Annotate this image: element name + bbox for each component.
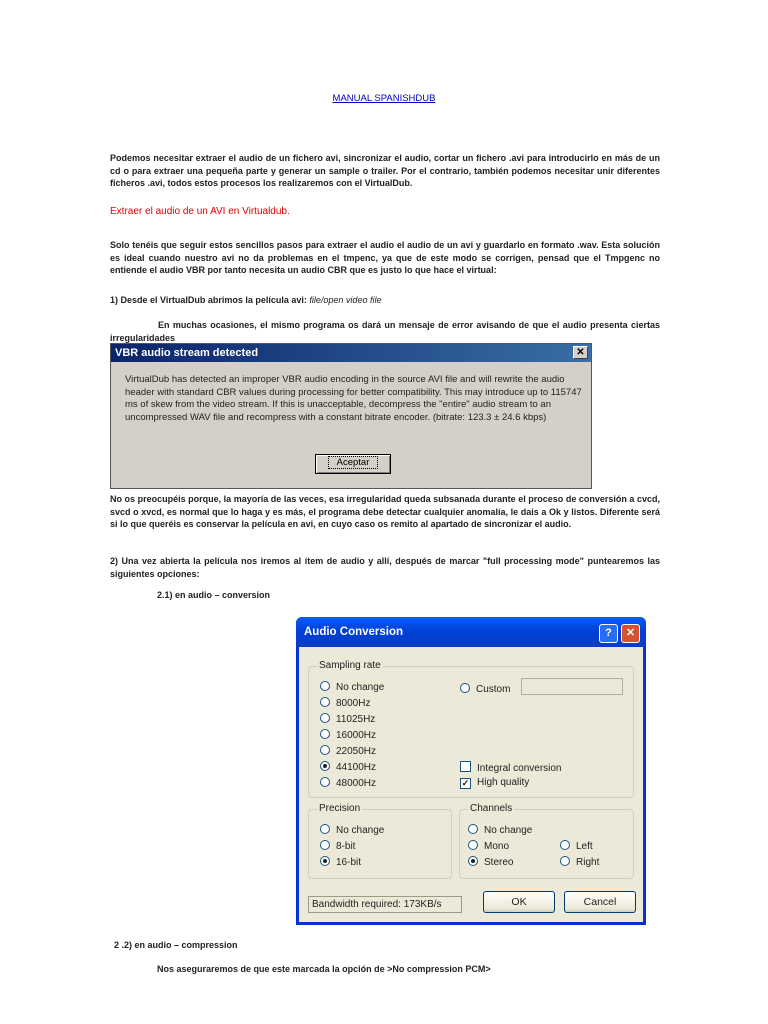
sampling-rate-label: Sampling rate [319, 660, 381, 671]
radio-icon [320, 824, 330, 834]
step-1-menu-path: file/open video file [309, 295, 382, 305]
option-label: No change [336, 825, 385, 836]
radio-sampling-48000[interactable] [320, 777, 376, 790]
channels-group [459, 803, 634, 879]
accept-button[interactable] [315, 454, 391, 474]
audio-dialog-title: Audio Conversion [304, 626, 404, 638]
vbr-dialog-titlebar [111, 344, 591, 362]
audio-conversion-dialog [296, 617, 646, 925]
radio-channels-mono[interactable] [468, 840, 509, 853]
radio-icon [320, 697, 330, 707]
step-1-text: 1) Desde el VirtualDub abrimos la película avi: [110, 295, 310, 305]
checkbox-checked-icon: ✓ [461, 778, 470, 788]
radio-precision-no-change[interactable] [320, 824, 384, 837]
option-label: 16-bit [336, 857, 362, 868]
option-label: 8-bit [336, 841, 356, 852]
precision-label: Precision [319, 803, 361, 814]
bandwidth-readout: Bandwidth required: 173KB/s [308, 896, 462, 913]
radio-icon [560, 840, 570, 850]
radio-channels-stereo[interactable] [468, 856, 513, 869]
error-note-paragraph: En muchas ocasiones, el mismo programa os dará un mensaje de error avisando de que el audio presenta ciertas irregularidades [110, 320, 660, 343]
radio-channels-left[interactable] [560, 840, 593, 853]
radio-sampling-no-change[interactable] [320, 681, 384, 694]
vbr-dialog [110, 343, 592, 489]
option-label: 44100Hz [336, 762, 377, 773]
option-label: 48000Hz [336, 778, 377, 789]
step-2-1: 2.1) en audio – conversion [157, 590, 271, 600]
option-label: Custom [476, 684, 511, 695]
radio-icon [468, 840, 478, 850]
radio-selected-icon [320, 761, 330, 771]
high-quality-checkbox[interactable] [460, 777, 529, 789]
audio-dialog-titlebar [296, 617, 646, 647]
option-label: High quality [477, 777, 530, 788]
accept-button-label: Aceptar [328, 456, 379, 469]
option-label: Integral conversion [477, 763, 562, 774]
radio-precision-16bit[interactable] [320, 856, 361, 869]
checkbox-icon [460, 761, 471, 772]
close-icon[interactable]: ✕ [621, 624, 640, 643]
reassurance-paragraph: No os preocupéis porque, la mayoría de las veces, esa irregularidad queda subsanada durante el proceso de conversión a cvcd, svcd o xvcd, es normal que lo haga y es más, el programa debe detectar cualquier anomalía, le dais a Ok y listos. Diferente será si lo que queréis es conservar la película en avi, en cuyo caso os remito al apartado de sincronizar el audio. [110, 494, 660, 530]
option-label: Left [576, 841, 593, 852]
option-label: No change [336, 682, 385, 693]
custom-rate-input[interactable] [521, 678, 623, 695]
radio-icon [320, 777, 330, 787]
compression-note: Nos aseguraremos de que este marcada la opción de >No compression PCM> [157, 964, 491, 974]
option-label: Right [576, 857, 600, 868]
radio-icon [468, 824, 478, 834]
ok-button[interactable]: OK [483, 891, 555, 913]
step-2-2: 2 .2) en audio – compression [114, 940, 238, 950]
radio-icon [320, 729, 330, 739]
radio-icon [320, 681, 330, 691]
radio-icon [320, 840, 330, 850]
radio-custom[interactable] [460, 683, 510, 696]
integral-conversion-checkbox[interactable] [460, 761, 562, 775]
step-1 [110, 295, 381, 305]
vbr-dialog-message: VirtualDub has detected an improper VBR audio encoding in the source AVI file and will rewrite the audio header with standard CBR values during processing for better compatibility. This may introduce up to 115747 ms of skew from the video stream. If this is unacceptable, decompress the "entire" audio stream to an uncompressed WAV file and recompress with a constant bitrate encoder. (bitrate: 123.3 ± 24.6 kbps) [125, 374, 582, 423]
cancel-button[interactable]: Cancel [564, 891, 636, 913]
radio-sampling-11025[interactable] [320, 713, 375, 726]
option-label: Mono [484, 841, 510, 852]
close-icon[interactable]: ✕ [573, 346, 588, 359]
radio-selected-icon [320, 856, 330, 866]
option-label: 22050Hz [336, 746, 377, 757]
vbr-dialog-title: VBR audio stream detected [115, 347, 259, 359]
radio-selected-icon [468, 856, 478, 866]
radio-precision-8bit[interactable] [320, 840, 355, 853]
section-heading: Extraer el audio de un AVI en Virtualdub. [110, 206, 290, 217]
instructions-paragraph: Solo tenéis que seguir estos sencillos pasos para extraer el audio el audio de un avi y guardarlo en formato .wav. Esta solución es ideal cuando nuestro avi no da problemas en el tmpenc, ya que de este modo se corrigen, pensad que el Tmpgenc no entiende el audio VBR por tanto necesita un audio CBR que es justo lo que hace el virtual: [110, 240, 660, 276]
channels-label: Channels [470, 803, 513, 814]
step-2: 2) Una vez abierta la película nos iremos al ítem de audio y allí, después de marcar "full processing mode" puntearemos las siguientes opciones: [110, 556, 660, 579]
radio-channels-right[interactable] [560, 856, 599, 869]
option-label: 8000Hz [336, 698, 371, 709]
help-icon[interactable]: ? [599, 624, 618, 643]
radio-channels-no-change[interactable] [468, 824, 532, 837]
radio-sampling-22050[interactable] [320, 745, 376, 758]
precision-group [308, 803, 452, 879]
radio-sampling-8000[interactable] [320, 697, 370, 710]
option-label: No change [484, 825, 533, 836]
radio-icon [320, 745, 330, 755]
radio-icon [460, 683, 470, 693]
radio-icon [560, 856, 570, 866]
option-label: Stereo [484, 857, 514, 868]
document-title: MANUAL SPANISHDUB [332, 93, 436, 104]
radio-sampling-16000[interactable] [320, 729, 376, 742]
option-label: 16000Hz [336, 730, 377, 741]
radio-icon [320, 713, 330, 723]
intro-paragraph: Podemos necesitar extraer el audio de un fichero avi, sincronizar el audio, cortar un fichero .avi para introducirlo en más de un cd o para extraer una pequeña parte y generar un sample o trailer. Por el contrario, también podemos necesitar unir diferentes ficheros .avi, todos estos procesos los realizaremos con el VirtualDub. [110, 153, 660, 189]
radio-sampling-44100[interactable] [320, 761, 376, 774]
option-label: 11025Hz [336, 714, 376, 725]
